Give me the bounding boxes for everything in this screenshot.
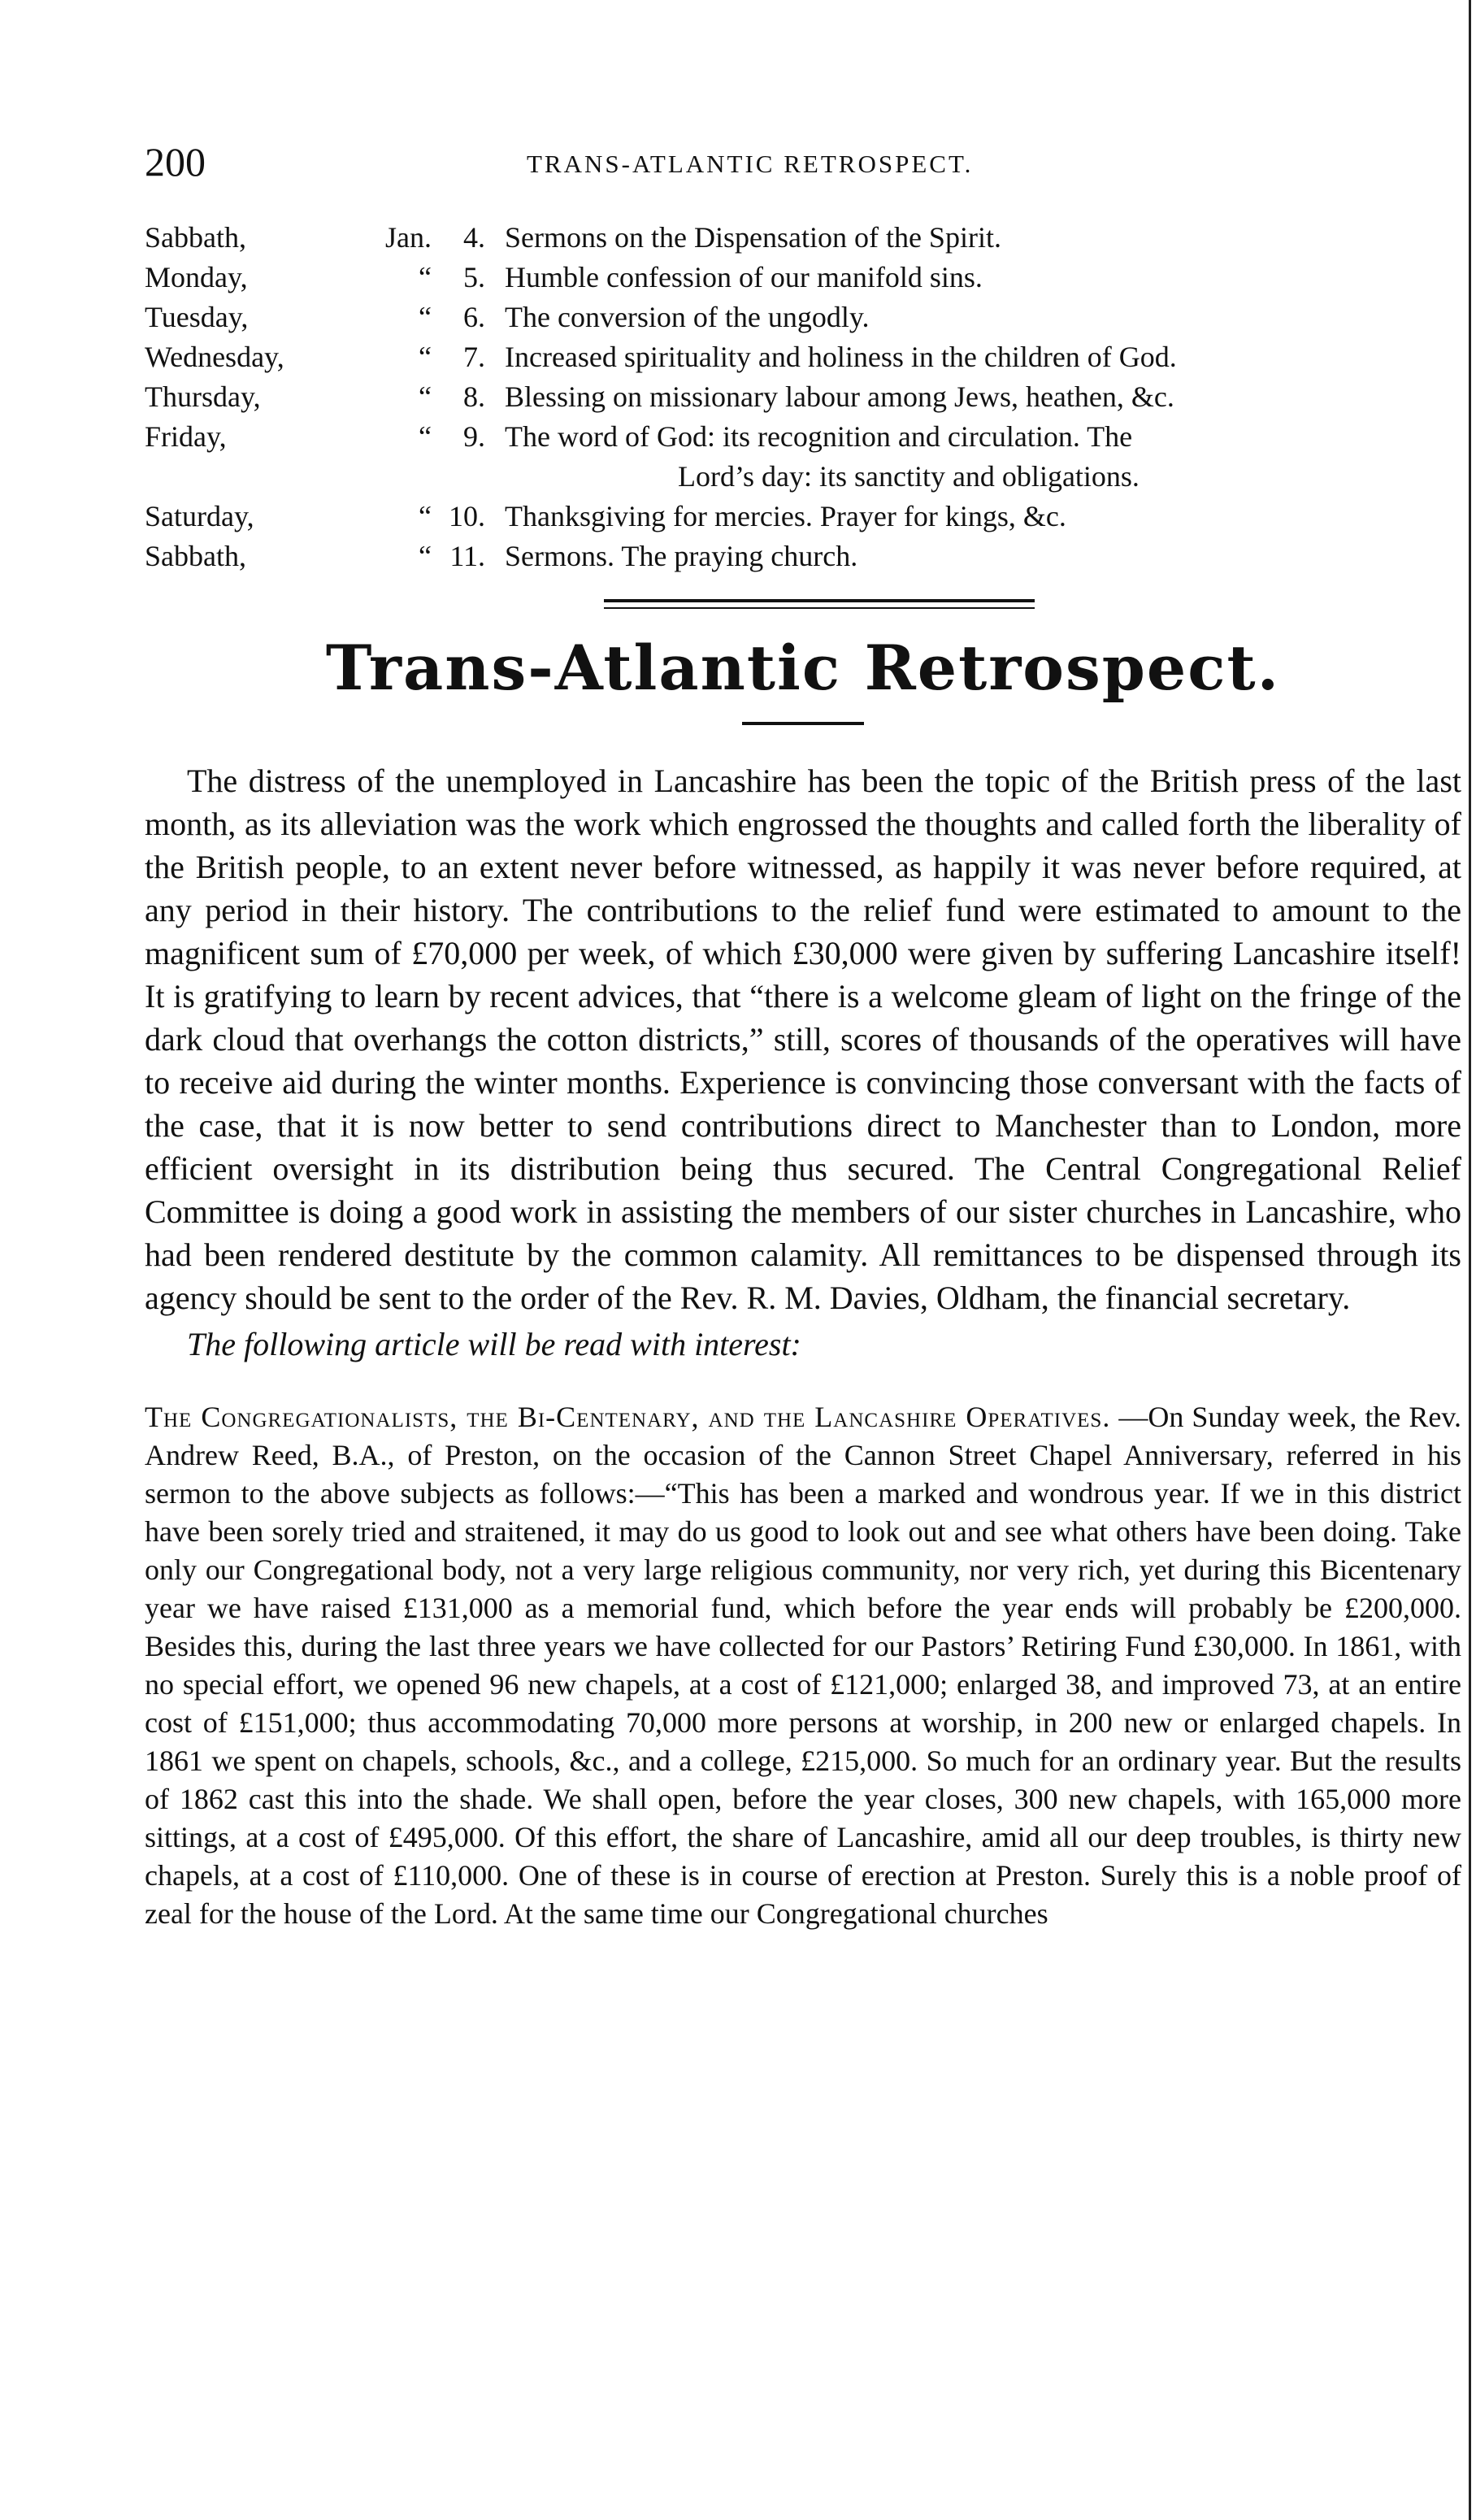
schedule-date: 6. <box>463 301 485 333</box>
schedule-subject: Increased spirituality and holiness in the children of God. <box>505 341 1177 373</box>
schedule-row <box>145 417 1461 457</box>
prayer-week-schedule <box>145 218 1461 576</box>
heading-underline <box>742 722 864 725</box>
page-number: 200 <box>145 139 206 185</box>
schedule-row <box>145 537 1461 576</box>
schedule-month: “ <box>419 261 432 293</box>
schedule-month: “ <box>419 301 432 333</box>
schedule-subject: Humble confession of our manifold sins. <box>505 261 983 293</box>
schedule-subject-continuation: Lord’s day: its sanctity and obligations. <box>678 460 1140 493</box>
schedule-date: 10. <box>449 500 485 532</box>
running-title: TRANS-ATLANTIC RETROSPECT. <box>527 150 974 178</box>
schedule-day: Friday, <box>145 420 227 453</box>
schedule-day: Monday, <box>145 261 248 293</box>
schedule-day: Thursday, <box>145 380 261 413</box>
schedule-month: “ <box>419 500 432 532</box>
schedule-subject: Thanksgiving for mercies. Prayer for kings, &c. <box>505 500 1066 532</box>
schedule-day: Wednesday, <box>145 341 284 373</box>
schedule-row <box>145 218 1461 258</box>
schedule-subject: Blessing on missionary labour among Jews, heathen, &c. <box>505 380 1174 413</box>
running-head <box>145 138 1461 203</box>
section-heading: Trans-Atlantic Retrospect. <box>325 632 1281 704</box>
body-paragraph: The distress of the unemployed in Lancashire has been the topic of the British press of the last month, as its alleviation was the work which engrossed the thoughts and called forth the liberality of the British people, to an extent never before witnessed, as happily it was never before required, at any period in their history. The contributions to the relief fund were estimated to amount to the magnificent sum of £70,000 per week, of which £30,000 were given by suffering Lancashire itself! It is gratifying to learn by recent advices, that “there is a welcome gleam of light on the fringe of the dark cloud that overhangs the cotton districts,” still, scores of thousands of the operatives will have to receive aid during the winter months. Experience is convincing those conversant with the facts of the case, that it is now better to send contributions direct to Manchester than to London, more efficient oversight in its distribution being thus secured. The Central Congregational Relief Committee is doing a good work in assisting the members of our sister churches in Lancashire, who had been rendered destitute by the common calamity. All remittances to be dispensed through its agency should be sent to the order of the Rev. R. M. Davies, Oldham, the financial secretary. <box>145 763 1461 1316</box>
article-lead-in: The following article will be read with interest: <box>187 1326 801 1362</box>
schedule-date: 5. <box>463 261 485 293</box>
schedule-continuation <box>145 457 1461 497</box>
schedule-month: “ <box>419 341 432 373</box>
page-edge-rule <box>1469 0 1471 2520</box>
schedule-subject: Sermons. The praying church. <box>505 540 858 572</box>
schedule-month: Jan. <box>385 221 432 254</box>
schedule-day: Sabbath, <box>145 221 246 254</box>
schedule-month: “ <box>419 380 432 413</box>
schedule-subject: The word of God: its recognition and circulation. The <box>505 420 1133 453</box>
section-divider <box>604 599 1035 609</box>
schedule-row <box>145 258 1461 298</box>
schedule-date: 8. <box>463 380 485 413</box>
schedule-date: 11. <box>449 540 485 572</box>
schedule-row <box>145 337 1461 377</box>
schedule-date: 9. <box>463 420 485 453</box>
schedule-row <box>145 497 1461 537</box>
schedule-row <box>145 377 1461 417</box>
schedule-day: Sabbath, <box>145 540 246 572</box>
schedule-subject: The conversion of the ungodly. <box>505 301 870 333</box>
schedule-date: 4. <box>463 221 485 254</box>
schedule-month: “ <box>419 420 432 453</box>
schedule-date: 7. <box>463 341 485 373</box>
schedule-day: Tuesday, <box>145 301 249 333</box>
schedule-day: Saturday, <box>145 500 254 532</box>
schedule-row <box>145 298 1461 337</box>
article-text: —On Sunday week, the Rev. Andrew Reed, B.A., of Preston, on the occasion of the Cannon Street Chapel Anniversary, referred in his sermon to the above subjects as follows:—“This has been a marked and wondrous year. If we in this district have been sorely tried and straitened, it may do us good to look out and see what others have been doing. Take only our Congregational body, not a very large religious community, nor very rich, yet during this Bicentenary year we have raised £131,000 as a memorial fund, which before the year ends will probably be £200,000. Besides this, during the last three years we have collected for our Pastors’ Retiring Fund £30,000. In 1861, with no special effort, we opened 96 new chapels, at a cost of £121,000; enlarged 38, and improved 73, at an entire cost of £151,000; thus accommodating 70,000 more persons at worship, in 200 new or enlarged chapels. In 1861 we spent on chapels, schools, &c., and a college, £215,000. So much for an ordinary year. But the results of 1862 cast this into the shade. We shall open, before the year closes, 300 new chapels, with 165,000 more sittings, at a cost of £495,000. Of this effort, the share of Lancashire, amid all our deep troubles, is thirty new chapels, at a cost of £110,000. One of these is in course of erection at Preston. Surely this is a noble proof of zeal for the house of the Lord. At the same time our Congregational churches <box>145 1401 1461 1930</box>
article-caption: The Congregationalists, the Bi-Centenary, and the Lancashire Operatives. <box>145 1401 1111 1433</box>
schedule-month: “ <box>419 540 432 572</box>
book-page <box>145 138 1461 1933</box>
quoted-article <box>145 1398 1461 1933</box>
section-body <box>145 759 1461 1366</box>
schedule-subject: Sermons on the Dispensation of the Spirit. <box>505 221 1001 254</box>
